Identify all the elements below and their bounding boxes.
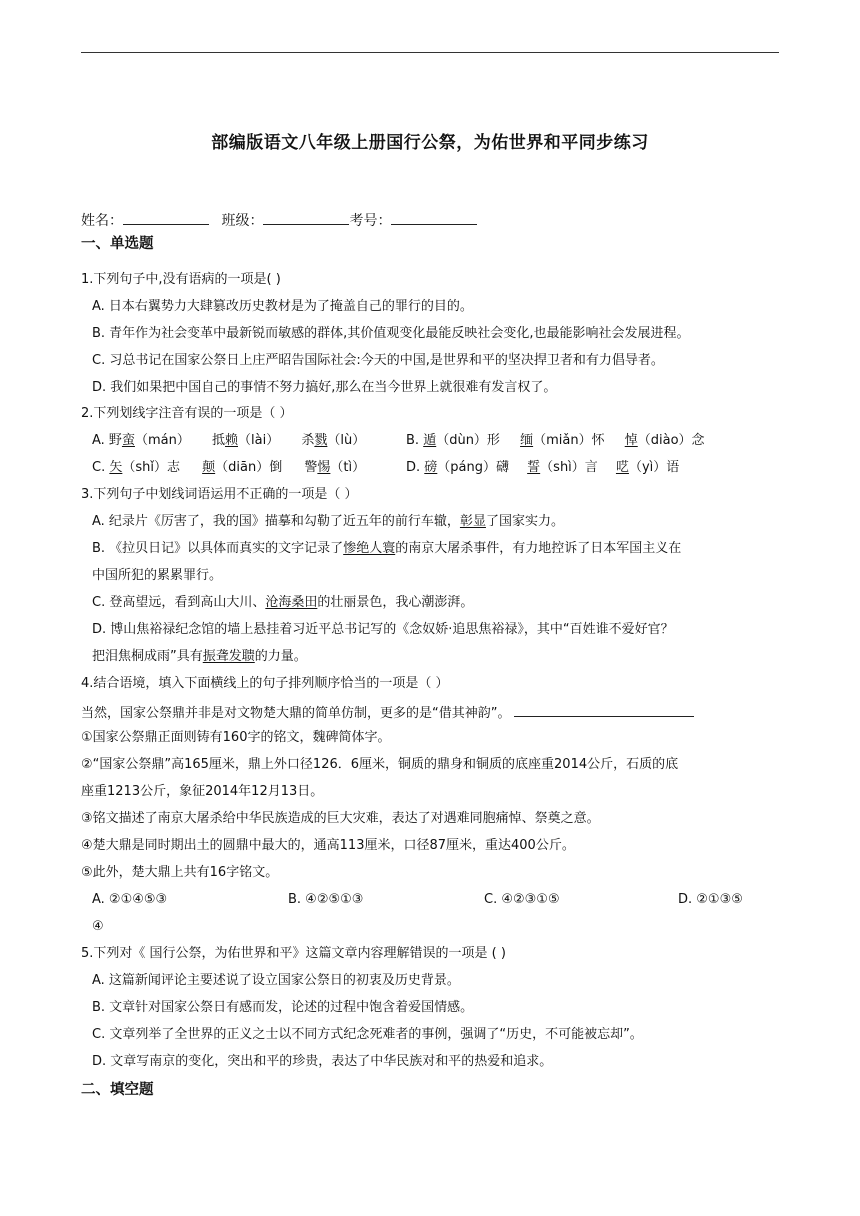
q5-option-c[interactable]: C. 文章列举了全世界的正义之士以不同方式纪念死难者的事例，强调了“历史，不可能被忘却”。 <box>92 1027 643 1042</box>
q2-option-d[interactable] <box>406 459 679 477</box>
section-heading-fill-blank: 二、填空题 <box>81 1082 154 1098</box>
q2-a-underlined-1: 蛮 <box>121 433 135 448</box>
q3-stem: 3.下列句子中划线词语运用不正确的一项是（ ） <box>81 487 358 502</box>
q2-c-underlined-3: 惕 <box>317 460 331 475</box>
q4-sentence-2-cont: 座重1213公斤，象征2014年12月13日。 <box>81 784 324 799</box>
q2-c-underlined-2: 颠 <box>202 460 216 475</box>
q3-option-d[interactable]: D. 博山焦裕禄纪念馆的墙上悬挂着习近平总书记写的《念奴娇·追思焦裕禄》，其中“百姓谁不爱好官？ <box>92 622 674 637</box>
q3-option-c[interactable] <box>92 594 473 612</box>
q2-d-underlined-1: 磅 <box>424 460 438 475</box>
section-heading-single-choice: 一、单选题 <box>81 236 154 252</box>
q3-a-text-end: 了国家实力。 <box>485 514 564 529</box>
id-blank[interactable] <box>391 210 477 225</box>
q2-c-underlined-1: 矢 <box>109 460 123 475</box>
q2-d-label: D. <box>406 460 425 475</box>
q2-c-pinyin-3: （tì） <box>330 460 366 475</box>
q2-d-pinyin-1: （páng）礴 <box>437 460 510 475</box>
q1-option-a[interactable]: A. 日本右翼势力大肆篡改历史教材是为了掩盖自己的罪行的目的。 <box>92 299 473 314</box>
q2-a-pinyin-1: （mán） <box>134 433 190 448</box>
q3-d-underlined: 振聋发聩 <box>202 649 255 664</box>
q2-option-c[interactable] <box>92 459 365 477</box>
q4-sentence-3: ③铭文描述了南京大屠杀给中华民族造成的巨大灾难，表达了对遇难同胞痛悼、祭奠之意。 <box>81 811 600 826</box>
q3-b-text: B. 《拉贝日记》以具体而真实的文字记录了 <box>92 541 344 556</box>
q4-context <box>81 702 694 723</box>
q2-d-underlined-2: 誓 <box>527 460 541 475</box>
header-rule <box>81 52 779 53</box>
q2-a-text-3: 杀 <box>301 433 315 448</box>
q2-stem: 2.下列划线字注音有误的一项是（ ） <box>81 406 293 421</box>
q2-option-b[interactable] <box>406 432 705 450</box>
q5-option-d[interactable]: D. 文章写南京的变化，突出和平的珍贵，表达了中华民族对和平的热爱和追求。 <box>92 1054 553 1069</box>
page-title: 部编版语文八年级上册国行公祭，为佑世界和平同步练习 <box>211 133 649 153</box>
q3-d-text: 把泪焦桐成雨”具有 <box>92 649 203 664</box>
q2-b-pinyin-1: （dùn）形 <box>436 433 500 448</box>
q4-option-a[interactable]: A. ②①④⑤③ <box>92 892 168 907</box>
q4-sentence-2: ②“国家公祭鼎”高165厘米，鼎上外口径126．6厘米，铜质的鼎身和铜质的底座重2014公斤，石质的底 <box>81 757 679 772</box>
q4-stem: 4.结合语境，填入下面横线上的句子排列顺序恰当的一项是（ ） <box>81 676 449 691</box>
q4-option-b[interactable]: B. ④②⑤①③ <box>288 892 364 907</box>
q1-option-d[interactable]: D. 我们如果把中国自己的事情不努力搞好,那么在当今世界上就很难有发言权了。 <box>92 380 557 395</box>
q2-b-label: B. <box>406 433 424 448</box>
q2-b-underlined-3: 悼 <box>624 433 638 448</box>
q4-answer-blank[interactable] <box>514 702 694 717</box>
q3-a-text: A. 纪录片《厉害了，我的国》描摹和勾勒了近五年的前行车辙， <box>92 514 460 529</box>
q2-b-pinyin-2: （miǎn）怀 <box>533 433 605 448</box>
q1-option-c[interactable]: C. 习总书记在国家公祭日上庄严昭告国际社会:今天的中国,是世界和平的坚决捍卫者和有力倡导者。 <box>92 353 664 368</box>
q2-c-label: C. <box>92 460 110 475</box>
q3-b-underlined: 惨绝人寰 <box>343 541 396 556</box>
q2-c-pinyin-1: （shǐ）志 <box>122 460 180 475</box>
student-info-row <box>81 210 477 230</box>
q4-sentence-5: ⑤此外，楚大鼎上共有16字铭文。 <box>81 865 279 880</box>
q3-b-text-end: 的南京大屠杀事件，有力地控诉了日本军国主义在 <box>395 541 682 556</box>
name-blank[interactable] <box>123 210 209 225</box>
q3-c-text-end: 的壮丽景色，我心潮澎湃。 <box>317 595 474 610</box>
q3-d-text-end: 的力量。 <box>254 649 307 664</box>
q3-option-b[interactable] <box>92 540 681 558</box>
q2-b-pinyin-3: （diào）念 <box>637 433 705 448</box>
q2-a-pinyin-3: （lù） <box>327 433 366 448</box>
q4-context-text: 当然，国家公祭鼎并非是对文物楚大鼎的简单仿制，更多的是“借其神韵”。 <box>81 706 511 721</box>
q4-option-d-cont: ④ <box>92 919 104 934</box>
q2-a-pinyin-2: （lài） <box>238 433 280 448</box>
q5-option-b[interactable]: B. 文章针对国家公祭日有感而发，论述的过程中饱含着爱国情感。 <box>92 1000 474 1015</box>
q2-d-pinyin-3: （yì）语 <box>628 460 680 475</box>
q3-option-a[interactable] <box>92 513 564 531</box>
q5-stem: 5.下列对《 国行公祭，为佑世界和平》这篇文章内容理解错误的一项是 ( ) <box>81 946 506 961</box>
q2-c-pinyin-2: （diān）倒 <box>215 460 283 475</box>
q2-a-underlined-3: 戮 <box>314 433 328 448</box>
q2-a-text-2: 抵 <box>211 433 225 448</box>
q5-option-a[interactable]: A. 这篇新闻评论主要述说了设立国家公祭日的初衷及历史背景。 <box>92 973 460 988</box>
q3-option-d-cont <box>92 648 307 666</box>
q4-sentence-1: ①国家公祭鼎正面则铸有160字的铭文，魏碑简体字。 <box>81 730 391 745</box>
q4-option-d[interactable]: D. ②①③⑤ <box>678 892 743 907</box>
q2-b-underlined-2: 缅 <box>520 433 534 448</box>
q3-a-underlined: 彰显 <box>459 514 486 529</box>
q1-option-b[interactable]: B. 青年作为社会变革中最新锐而敏感的群体,其价值观变化最能反映社会变化,也最能影响社会发展进程。 <box>92 326 690 341</box>
class-blank[interactable] <box>263 210 349 225</box>
q2-b-underlined-1: 遁 <box>423 433 437 448</box>
name-label: 姓名： <box>81 213 123 229</box>
q4-option-c[interactable]: C. ④②③①⑤ <box>484 892 560 907</box>
q2-a-text: A. 野 <box>92 433 122 448</box>
q1-stem: 1.下列句子中,没有语病的一项是( ) <box>81 272 281 287</box>
q2-a-underlined-2: 赖 <box>224 433 238 448</box>
id-label: 考号： <box>349 213 392 229</box>
q3-c-text: C. 登高望远，看到高山大川、 <box>92 595 266 610</box>
q2-d-pinyin-2: （shì）言 <box>540 460 598 475</box>
q4-sentence-4: ④楚大鼎是同时期出土的圆鼎中最大的，通高113厘米，口径87厘米，重达400公斤。 <box>81 838 575 853</box>
class-label: 班级： <box>221 213 264 229</box>
q2-c-text-3: 警 <box>304 460 318 475</box>
q2-option-a[interactable] <box>92 432 365 450</box>
q3-option-b-cont: 中国所犯的累累罪行。 <box>92 568 223 583</box>
q3-c-underlined: 沧海桑田 <box>265 595 318 610</box>
q2-d-underlined-3: 呓 <box>615 460 629 475</box>
